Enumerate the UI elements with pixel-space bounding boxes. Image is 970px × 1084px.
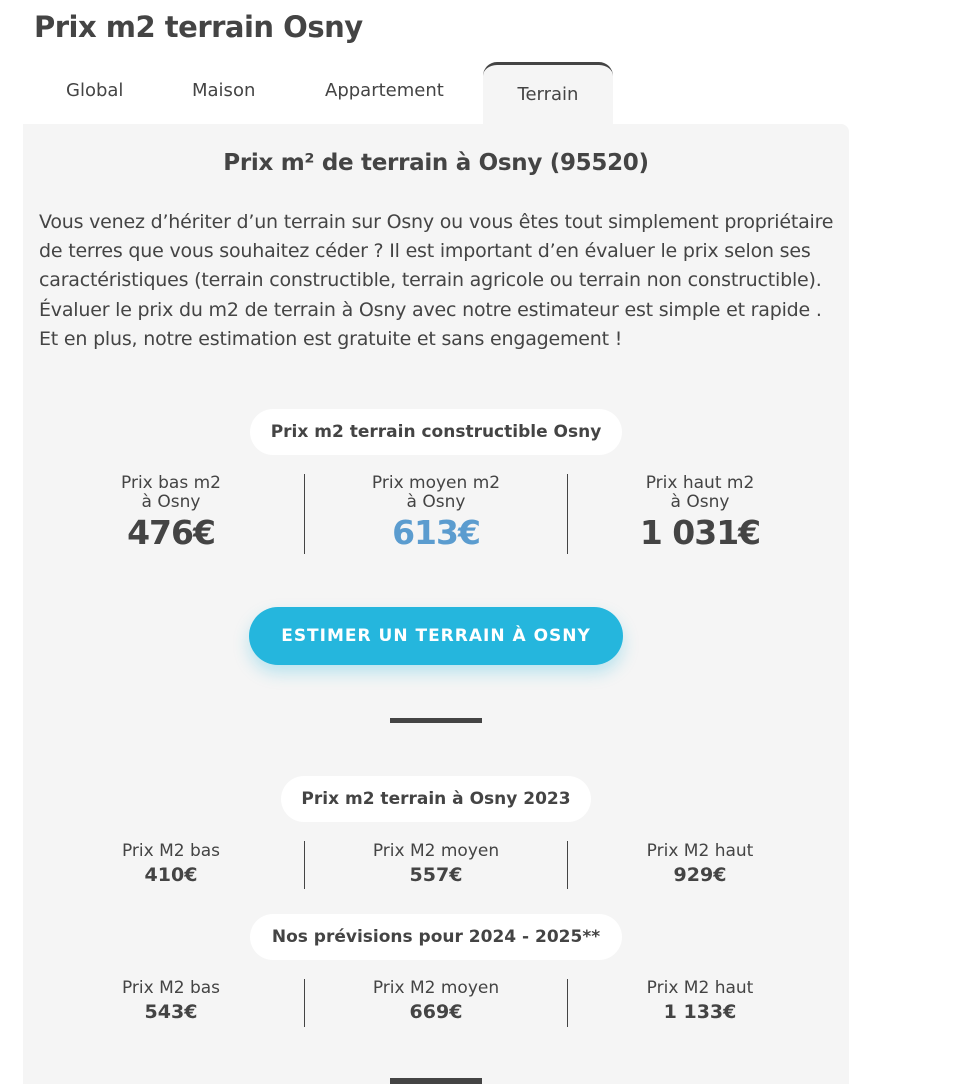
stat-label-sub: à Osny bbox=[670, 492, 730, 512]
stat-label: Prix M2 bas bbox=[121, 841, 221, 861]
stat-low-forecast bbox=[71, 977, 271, 1025]
stat-label: Prix haut m2 bbox=[645, 473, 755, 493]
divider bbox=[304, 841, 305, 889]
stat-high-2023 bbox=[600, 840, 800, 888]
stat-label-sub: à Osny bbox=[141, 492, 201, 512]
divider bbox=[567, 474, 568, 554]
stat-value: 476€ bbox=[127, 513, 215, 552]
divider bbox=[304, 474, 305, 554]
stat-value: 669€ bbox=[409, 1001, 463, 1023]
stat-value: 543€ bbox=[144, 1001, 198, 1023]
constructible-heading: Prix m2 terrain constructible Osny bbox=[250, 409, 622, 455]
stat-label: Prix M2 moyen bbox=[372, 978, 500, 998]
stat-value: 613€ bbox=[392, 513, 480, 552]
estimate-terrain-button[interactable]: ESTIMER UN TERRAIN À OSNY bbox=[249, 607, 623, 665]
stat-high-constructible bbox=[600, 474, 800, 554]
divider bbox=[567, 979, 568, 1027]
stat-value: 557€ bbox=[409, 864, 463, 886]
stat-high-forecast bbox=[600, 977, 800, 1025]
stat-low-constructible bbox=[71, 474, 271, 554]
stat-value: 1 031€ bbox=[639, 513, 761, 552]
section-separator bbox=[390, 718, 482, 723]
tab-appartement[interactable]: Appartement bbox=[325, 80, 444, 101]
stat-low-2023 bbox=[71, 840, 271, 888]
page-title: Prix m2 terrain Osny bbox=[34, 10, 363, 44]
stat-label-sub: à Osny bbox=[406, 492, 466, 512]
panel-title: Prix m² de terrain à Osny (95520) bbox=[223, 150, 649, 176]
stat-mid-forecast bbox=[335, 977, 537, 1025]
stat-value: 410€ bbox=[144, 864, 198, 886]
divider bbox=[304, 979, 305, 1027]
stat-label: Prix M2 haut bbox=[646, 841, 754, 861]
tab-global[interactable]: Global bbox=[66, 80, 124, 101]
divider bbox=[567, 841, 568, 889]
forecast-heading: Nos prévisions pour 2024 - 2025** bbox=[250, 914, 622, 960]
stat-label: Prix M2 moyen bbox=[372, 841, 500, 861]
stat-label: Prix M2 bas bbox=[121, 978, 221, 998]
stat-label: Prix bas m2 bbox=[121, 473, 221, 493]
tab-terrain[interactable]: Terrain bbox=[483, 62, 613, 124]
stat-label: Prix M2 haut bbox=[646, 978, 754, 998]
stat-label: Prix moyen m2 bbox=[371, 473, 501, 493]
tab-maison[interactable]: Maison bbox=[192, 80, 256, 101]
stat-value: 929€ bbox=[673, 864, 727, 886]
year-2023-heading: Prix m2 terrain à Osny 2023 bbox=[281, 776, 591, 822]
tab-panel-terrain bbox=[23, 124, 849, 1084]
tab-bar bbox=[0, 0, 970, 130]
stat-mid-2023 bbox=[335, 840, 537, 888]
intro-paragraph: Vous venez d’hériter d’un terrain sur Osny ou vous êtes tout simplement propriétaire de terres que vous souhaitez céder ? Il est important d’en évaluer le prix selon ses caractéristiques (terrain constructible, terrain agricole ou terrain non constructible). Évaluer le prix du m2 de terrain à Osny avec notre estimateur est simple et rapide . Et en plus, notre estimation est gratuite et sans engagement ! bbox=[39, 211, 834, 350]
section-separator bbox=[390, 1078, 482, 1084]
stat-value: 1 133€ bbox=[663, 1001, 737, 1023]
stat-mid-constructible bbox=[335, 474, 537, 554]
